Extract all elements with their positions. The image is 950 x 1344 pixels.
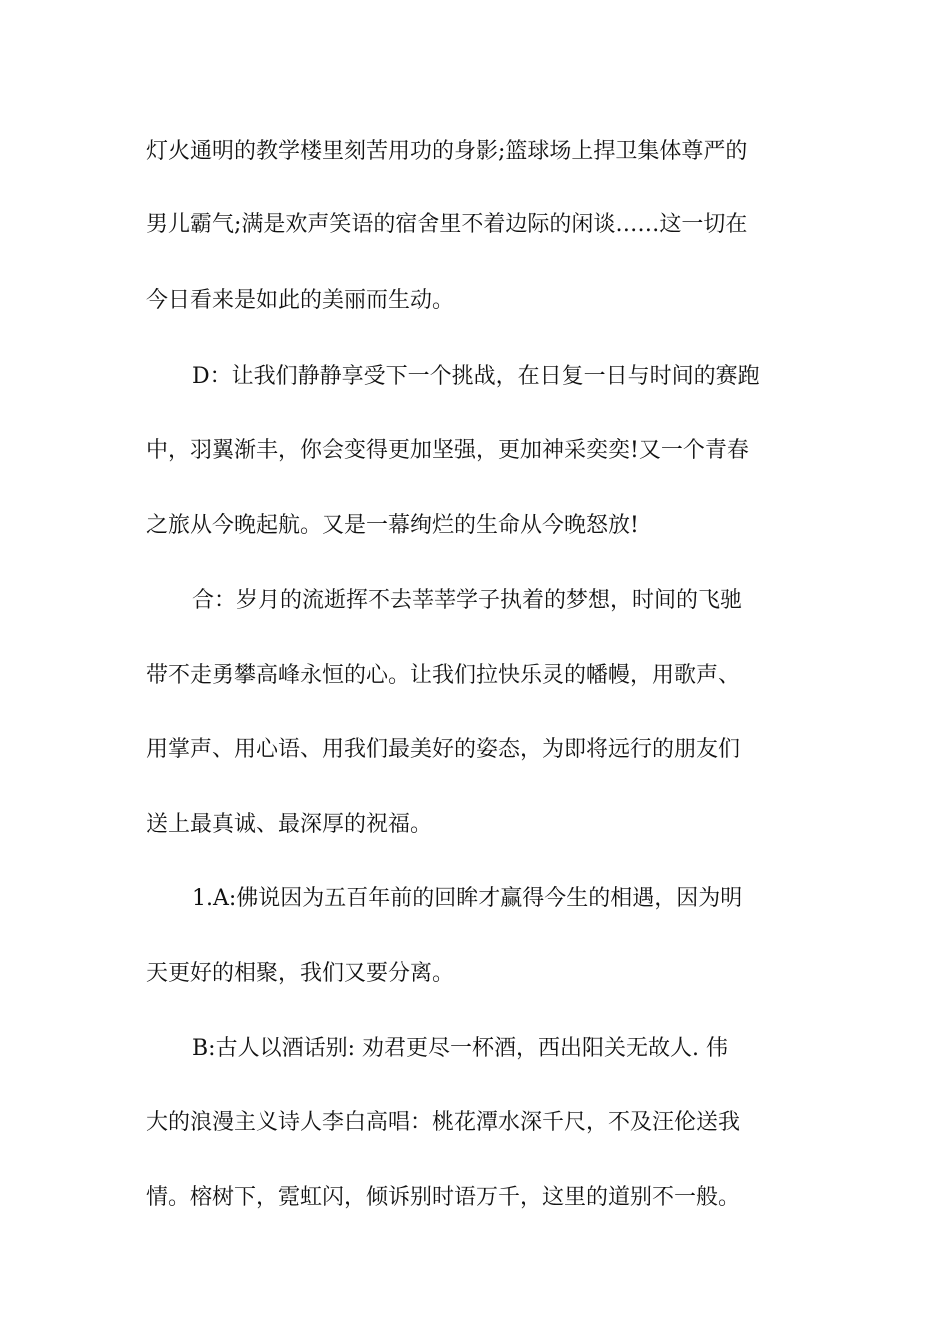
paragraph-start-line: 1.A:佛说因为五百年前的回眸才赢得今生的相遇，因为明 <box>192 886 743 911</box>
text-line: 情。榕树下，霓虹闪，倾诉别时语万千，这里的道别不一般。 <box>146 1185 741 1210</box>
text-line: 今日看来是如此的美丽而生动。 <box>146 288 455 313</box>
paragraph-start-line: B:古人以酒话别: 劝君更尽一杯酒，西出阳关无故人. 伟 <box>192 1036 728 1061</box>
paragraph-start-line: 合：岁月的流逝挥不去莘莘学子执着的梦想，时间的飞驰 <box>192 588 743 613</box>
text-line: 天更好的相聚，我们又要分离。 <box>146 961 455 986</box>
text-line: 带不走勇攀高峰永恒的心。让我们拉快乐灵的幡幔，用歌声、 <box>146 663 741 688</box>
paragraph-start-line: D：让我们静静享受下一个挑战，在日复一日与时间的赛跑 <box>192 364 760 389</box>
text-line: 之旅从今晚起航。又是一幕绚烂的生命从今晚怒放! <box>146 513 639 538</box>
text-line: 男儿霸气;满是欢声笑语的宿舍里不着边际的闲谈……这一切在 <box>146 212 748 237</box>
text-line: 中，羽翼渐丰，你会变得更加坚强，更加神采奕奕!又一个青春 <box>146 438 749 463</box>
text-line: 大的浪漫主义诗人李白高唱：桃花潭水深千尺，不及汪伦送我 <box>146 1110 741 1135</box>
text-line: 用掌声、用心语、用我们最美好的姿态，为即将远行的朋友们 <box>146 737 741 762</box>
text-line: 送上最真诚、最深厚的祝福。 <box>146 812 433 837</box>
text-line: 灯火通明的教学楼里刻苦用功的身影;篮球场上捍卫集体尊严的 <box>146 139 748 164</box>
